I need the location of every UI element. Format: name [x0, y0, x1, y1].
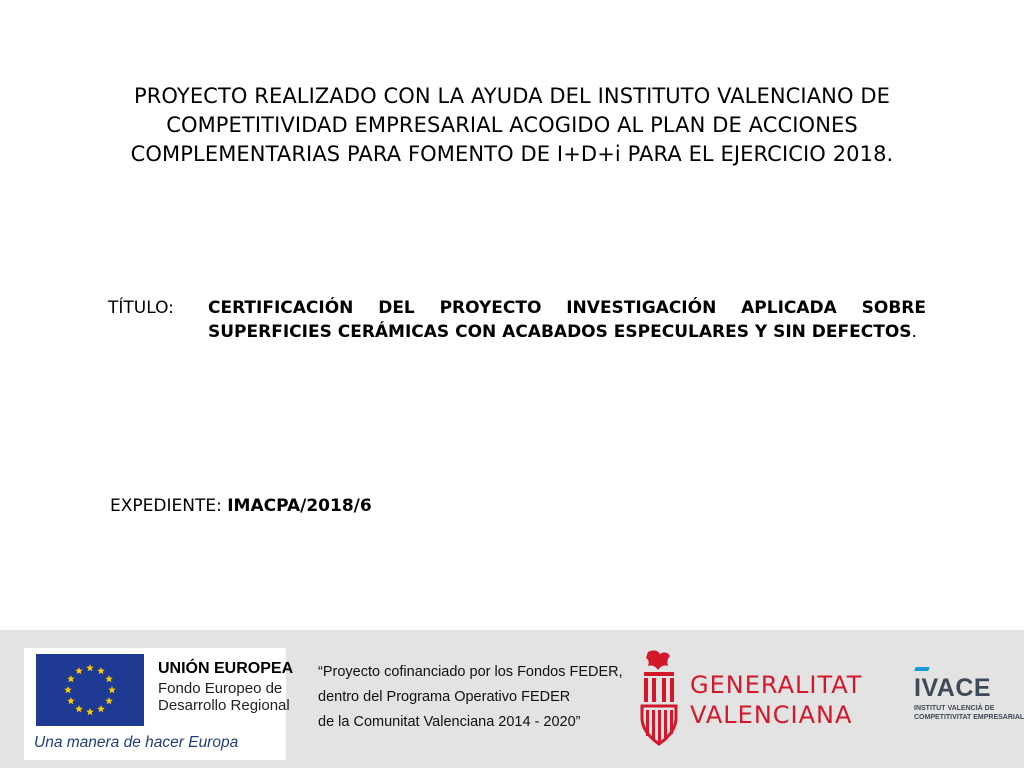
- project-header: [60, 82, 964, 169]
- titulo-period: .: [911, 322, 917, 342]
- feder-quote-line-2: dentro del Programa Operativo FEDER: [318, 689, 571, 705]
- eu-subtitle: [158, 680, 290, 714]
- titulo-word: DEL: [378, 298, 415, 318]
- eu-subtitle-line-2: Desarrollo Regional: [158, 697, 290, 714]
- titulo-line-2-text: SUPERFICIES CERÁMICAS CON ACABADOS ESPECULARES Y SIN DEFECTOS: [208, 322, 912, 342]
- ivace-logo: [914, 674, 991, 703]
- titulo-line-1: [208, 296, 926, 320]
- expediente-section: [110, 494, 372, 518]
- eu-logo-block: [24, 648, 294, 760]
- expediente-value: IMACPA/2018/6: [227, 496, 372, 516]
- header-line-1: PROYECTO REALIZADO CON LA AYUDA DEL INSTITUTO VALENCIANO DE: [133, 84, 891, 108]
- titulo-line-2: [208, 320, 926, 344]
- titulo-word: INVESTIGACIÓN: [566, 298, 717, 318]
- ivace-subtitle: [914, 704, 1024, 722]
- feder-quote-line-1: “Proyecto cofinanciado por los Fondos FEDER,: [318, 664, 623, 680]
- header-line-2: COMPETITIVIDAD EMPRESARIAL ACOGIDO AL PLAN DE ACCIONES: [166, 113, 858, 137]
- feder-quote: [318, 660, 623, 735]
- titulo-word: SOBRE: [861, 298, 926, 318]
- titulo-label: TÍTULO:: [108, 298, 174, 318]
- titulo-word: APLICADA: [741, 298, 837, 318]
- eu-motto: Una manera de hacer Europa: [34, 734, 239, 751]
- funding-footer: [0, 630, 1024, 768]
- ivace-sub-line-2: COMPETITIVITAT EMPRESARIAL: [914, 714, 1024, 721]
- ivace-accent-icon: [914, 667, 929, 671]
- ivace-name: IVACE: [914, 674, 992, 702]
- titulo-value: [208, 296, 926, 344]
- titulo-word: CERTIFICACIÓN: [208, 298, 354, 318]
- gv-line-1: GENERALITAT: [690, 671, 863, 699]
- generalitat-crest-icon: [636, 648, 682, 758]
- generalitat-valenciana-logo: [690, 670, 862, 730]
- expediente-label: EXPEDIENTE:: [110, 496, 228, 516]
- header-line-3: COMPLEMENTARIAS PARA FOMENTO DE I+D+i PARA EL EJERCICIO 2018.: [130, 142, 894, 166]
- eu-subtitle-line-1: Fondo Europeo de: [158, 680, 283, 697]
- titulo-word: PROYECTO: [439, 298, 542, 318]
- ivace-sub-line-1: INSTITUT VALENCIÀ DE: [914, 705, 995, 712]
- feder-quote-line-3: de la Comunitat Valenciana 2014 - 2020”: [318, 714, 581, 730]
- eu-flag-icon: [36, 654, 144, 726]
- gv-line-2: VALENCIANA: [690, 701, 853, 729]
- eu-title: UNIÓN EUROPEA: [158, 660, 294, 677]
